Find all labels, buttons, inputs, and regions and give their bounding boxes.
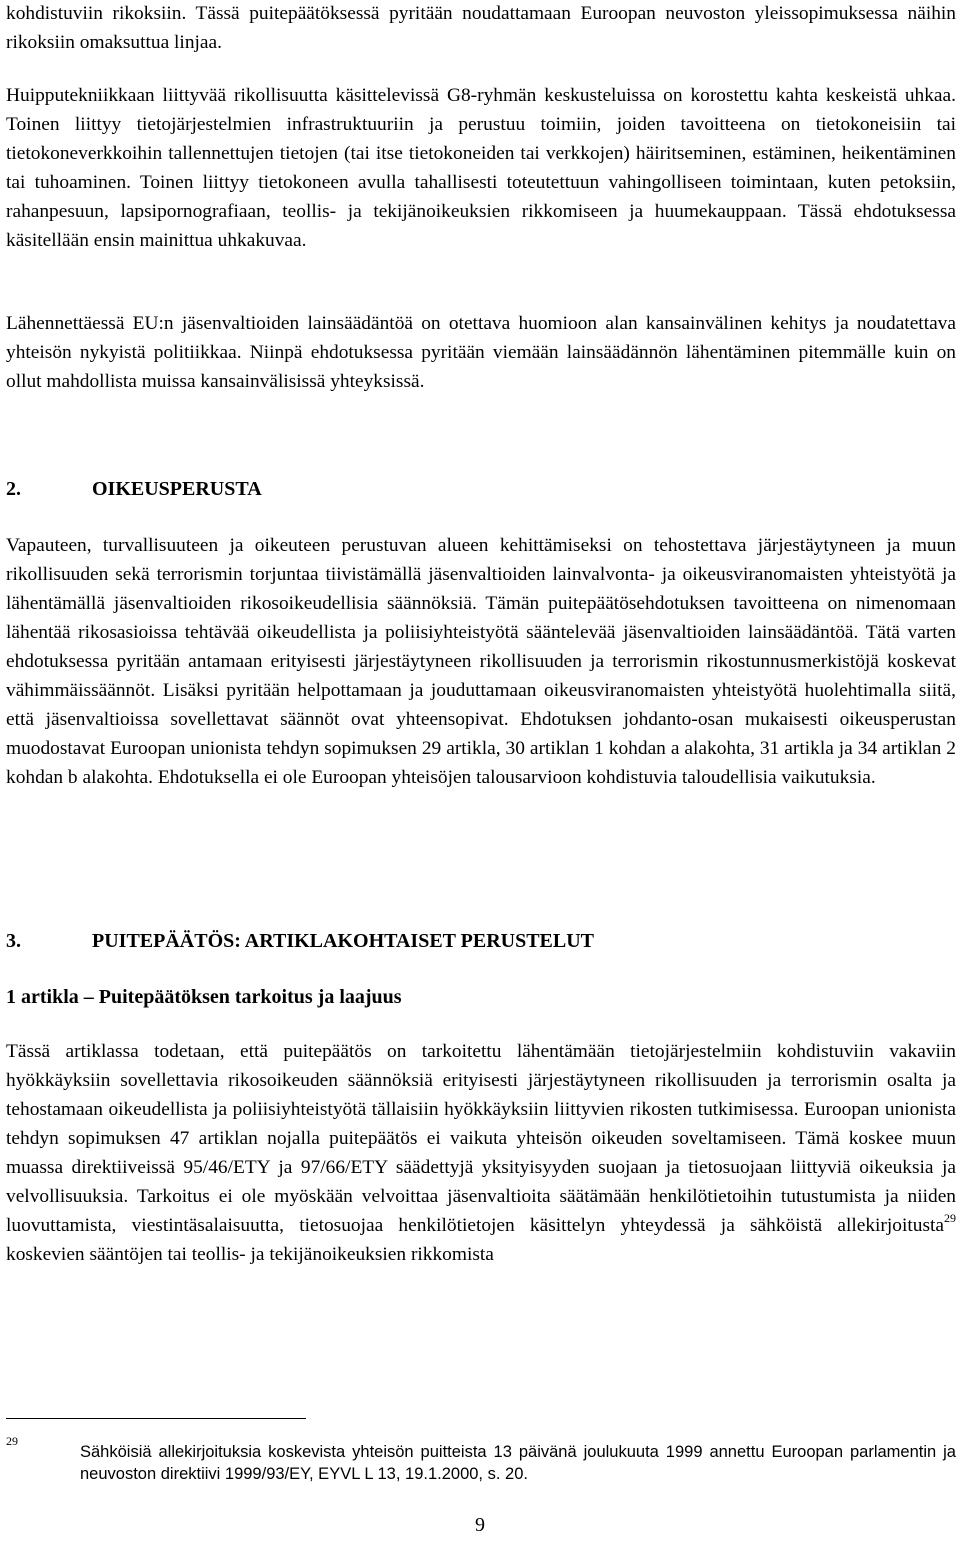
section-heading-2 bbox=[6, 475, 262, 504]
page-number: 9 bbox=[475, 1514, 485, 1536]
section-title: PUITEPÄÄTÖS: ARTIKLAKOHTAISET PERUSTELUT bbox=[92, 930, 595, 952]
paragraph-article1-text-end: koskevien sääntöjen tai teollis- ja tekijänoikeuksien rikkomista bbox=[6, 1244, 494, 1265]
section-heading-3 bbox=[6, 927, 594, 956]
footnote-reference[interactable]: 29 bbox=[944, 1211, 956, 1225]
paragraph-continuation: kohdistuviin rikoksiin. Tässä puitepäätöksessä pyritään noudattamaan Euroopan neuvoston yleissopimuksessa näihin rikoksiin omaksuttua linjaa. bbox=[6, 3, 956, 53]
section-number: 2. bbox=[6, 478, 21, 500]
footnote-text: Sähköisiä allekirjoituksia koskevista yhteisön puitteista 13 päivänä joulukuuta 1999 annettu Euroopan parlamentin ja neuvoston direktiivi 1999/93/EY, EYVL L 13, 19.1.2000, s. 20. bbox=[80, 1443, 956, 1483]
paragraph-article1 bbox=[6, 1037, 956, 1269]
footnote-separator bbox=[6, 1418, 306, 1419]
paragraph-approximation: Lähennettäessä EU:n jäsenvaltioiden lainsäädäntöä on otettava huomioon alan kansainvälinen kehitys ja noudatettava yhteisön nykyistä politiikkaa. Niinpä ehdotuksessa pyritään viemään lainsäädännön lähentäminen pitemmälle kuin on ollut mahdollista muissa kansainvälisissä yhteyksissä. bbox=[6, 313, 956, 392]
paragraph-article1-text: Tässä artiklassa todetaan, että puitepäätös on tarkoitettu lähentämään tietojärjestelmiin kohdistuviin vakaviin hyökkäyksiin sovellettavia rikosoikeuden säännöksiä erityisesti järjestäytyneen rikollisuuden ja terrorismin osalta ja tehostamaan oikeudellista ja poliisiyhteistyötä tällaisiin hyökkäyksiin liittyvien rikosten tutkimisessa. Euroopan unionista tehdyn sopimuksen 47 artiklan nojalla puitepäätös ei vaikuta yhteisön oikeuden soveltamiseen. Tämä koskee muun muassa direktiiveissä 95/46/ETY ja 97/66/ETY säädettyjä yksityisyyden suojaan ja tietosuojaan liittyviä oikeuksia ja velvollisuuksia. Tarkoitus ei ole myöskään velvoittaa jäsenvaltioita säätämään henkilötietoihin tutustumista ja niiden luovuttamista, viestintäsalaisuutta, tietosuojaa henkilötietojen käsittelyn yhteydessä ja sähköistä allekirjoitusta bbox=[6, 1041, 956, 1236]
article-heading: 1 artikla – Puitepäätöksen tarkoitus ja laajuus bbox=[6, 986, 402, 1008]
section-title: OIKEUSPERUSTA bbox=[92, 478, 262, 500]
section-number: 3. bbox=[6, 930, 21, 952]
paragraph-g8-threats: Huipputekniikkaan liittyvää rikollisuutta käsittelevissä G8-ryhmän keskusteluissa on korostettu kahta keskeistä uhkaa. Toinen liittyy tietojärjestelmien infrastruktuuriin ja perustuu toimiin, joiden tavoitteena on tietokoneisiin tai tietokoneverkkoihin tallennettujen tietojen (tai itse tietokoneiden tai verkkojen) häiritseminen, estäminen, heikentäminen tai tuhoaminen. Toinen liittyy tietokoneen avulla tahallisesti toteutettuun vahingolliseen toimintaan, kuten petoksiin, rahanpesuun, lapsipornografiaan, teollis- ja tekijänoikeuksien rikkomiseen ja huumekauppaan. Tässä ehdotuksessa käsitellään ensin mainittua uhkakuvaa. bbox=[6, 85, 956, 251]
paragraph-legal-basis: Vapauteen, turvallisuuteen ja oikeuteen perustuvan alueen kehittämiseksi on tehostettava järjestäytyneen ja muun rikollisuuden sekä terrorismin torjuntaa tiivistämällä jäsenvaltioiden lainvalvonta- ja oikeusviranomaisten yhteistyötä ja lähentämällä jäsenvaltioiden rikosoikeudellisia säännöksiä. Tämän puitepäätösehdotuksen tavoitteena on nimenomaan lähentää rikosasioissa tehtävää oikeudellista ja poliisiyhteistyötä sääntelevää jäsenvaltioiden lainsäädäntöä. Tätä varten ehdotuksessa pyritään antamaan erityisesti järjestäytyneen rikollisuuden ja terrorismin rikostunnusmerkistöjä koskevat vähimmäissäännöt. Lisäksi pyritään helpottamaan ja jouduttamaan oikeusviranomaisten yhteistyötä huolehtimalla siitä, että jäsenvaltioissa sovellettavat säännöt ovat yhteensopivat. Ehdotuksen johdanto-osan mukaisesti oikeusperustan muodostavat Euroopan unionista tehdyn sopimuksen 29 artikla, 30 artiklan 1 kohdan a alakohta, 31 artikla ja 34 artiklan 2 kohdan b alakohta. Ehdotuksella ei ole Euroopan yhteisöjen talousarvioon kohdistuvia taloudellisia vaikutuksia. bbox=[6, 535, 956, 788]
footnote-number: 29 bbox=[6, 1434, 18, 1448]
